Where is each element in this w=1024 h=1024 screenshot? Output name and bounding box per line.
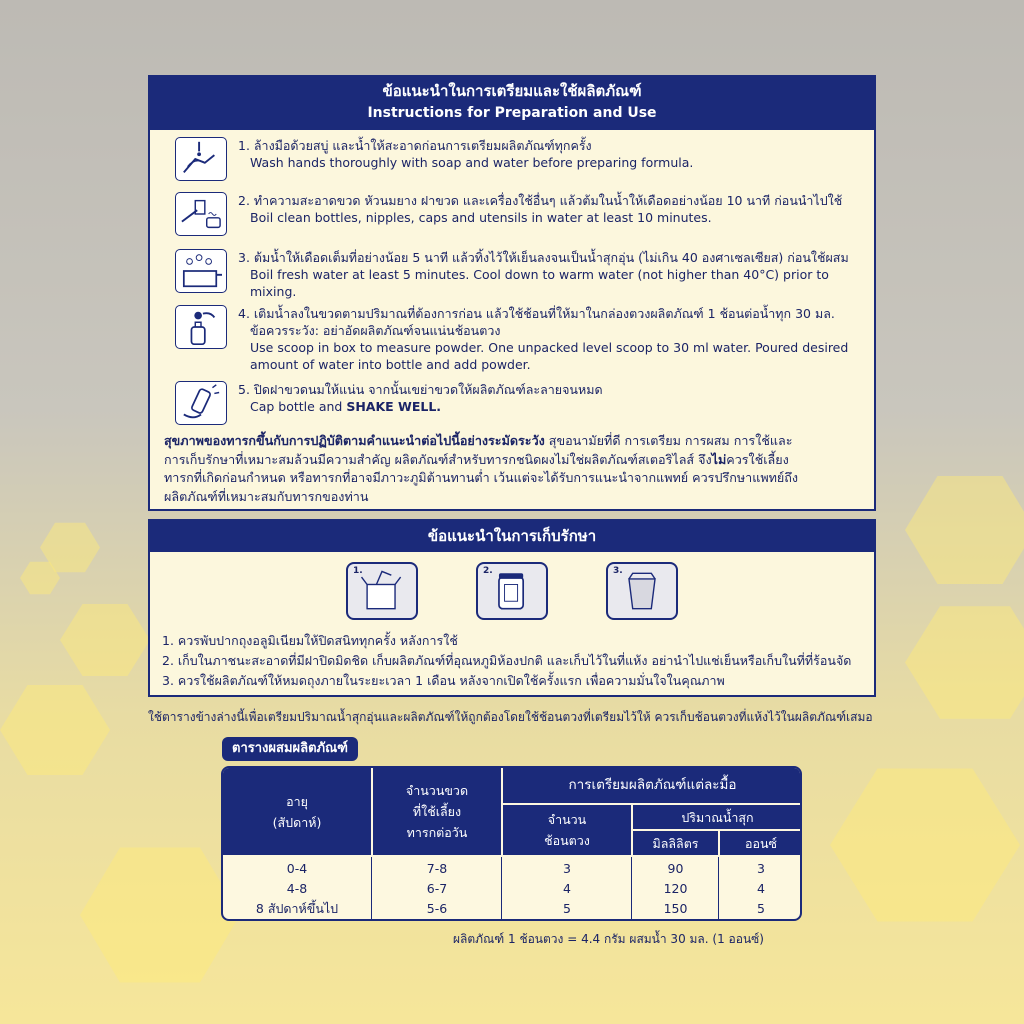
- step-4-caution: ข้อควรระวัง: อย่าอัดผลิตภัณฑ์จนแน่นช้อนตวง: [250, 323, 501, 338]
- cell-feeds: 5-6: [426, 901, 448, 916]
- decor-hexagon: [60, 600, 150, 680]
- mixing-table-tag: ตารางผสมผลิตภัณฑ์: [222, 737, 358, 761]
- step-3: [175, 249, 865, 299]
- step-3-th: 3. ต้มน้ำให้เดือดเต็มที่อย่างน้อย 5 นาที แล้วทิ้งไว้ให้เย็นลงจนเป็นน้ำสุกอุ่น (ไม่เกิน 40 องศาเซลเซียส) ก่อนใช้ผสม: [238, 250, 849, 265]
- header-age-label: อายุ: [286, 793, 308, 809]
- cell-ml: 90: [667, 861, 684, 876]
- warning-line-4: ผลิตภัณฑ์ที่เหมาะสมกับทารกของท่าน: [164, 488, 369, 504]
- scoop-footnote: ผลิตภัณฑ์ 1 ช้อนตวง = 4.4 กรัม ผสมน้ำ 30 มล. (1 ออนซ์): [453, 932, 764, 946]
- cell-scoops: 4: [563, 881, 571, 896]
- step-5-th: 5. ปิดฝาขวดนมให้แน่น จากนั้นเขย่าขวดให้ผลิตภัณฑ์ละลายจนหมด: [238, 382, 603, 397]
- boil-bottle-icon: [175, 192, 227, 236]
- warning-line-2-bold: ไม่: [711, 451, 727, 467]
- warning-line-1: สุขอนามัยที่ดี การเตรียม การผสม การใช้และ: [544, 433, 793, 448]
- step-3-en: Boil fresh water at least 5 minutes. Cool down to warm water (not higher than 40°C) prior to mixing.: [250, 267, 829, 299]
- storage-icon-1-num: 1.: [353, 566, 363, 576]
- header-feeds-2: ที่ใช้เลี้ยง: [412, 804, 462, 819]
- step-2: [175, 192, 865, 238]
- step-5: [175, 381, 865, 427]
- open-box-icon: [346, 562, 418, 620]
- step-1: [175, 137, 865, 183]
- header-oz: ออนซ์: [720, 831, 802, 855]
- cell-feeds: 6-7: [426, 881, 448, 896]
- header-scoops-2: ช้อนตวง: [544, 833, 590, 848]
- step-2-en: Boil clean bottles, nipples, caps and utensils in water at least 10 minutes.: [250, 210, 712, 225]
- step-2-th: 2. ทำความสะอาดขวด หัวนมยาง ฝาขวด และเครื่องใช้อื่นๆ แล้วต้มในน้ำให้เดือดอย่างน้อย 10 นาที ก่อนนำไปใช้: [238, 193, 843, 208]
- decor-hexagon: [80, 840, 240, 990]
- warning-line-2-end: ควรใช้เลี้ยง: [726, 451, 789, 467]
- cell-age: 4-8: [286, 881, 308, 896]
- cell-oz: 3: [757, 861, 765, 876]
- column-divider: [631, 857, 632, 921]
- warning-line-3: ทารกที่เกิดก่อนกำหนด หรือทารกที่อาจมีภาวะภูมิต้านทานต่ำ เว้นแต่จะได้รับการแนะนำจากแพทย์ ควรปรึกษาแพทย์ถึง: [164, 470, 799, 485]
- instructions-header: [150, 77, 874, 130]
- decor-hexagon: [905, 600, 1024, 725]
- header-feeds: [373, 768, 501, 855]
- header-ml: มิลลิลิตร: [633, 831, 718, 855]
- cell-ml: 150: [663, 901, 688, 916]
- cell-feeds: 7-8: [426, 861, 448, 876]
- column-divider: [501, 857, 502, 921]
- warning-line-2: การเก็บรักษาที่เหมาะสมล้วนมีความสำคัญ ผลิตภัณฑ์สำหรับทารกชนิดผงไม่ใช่ผลิตภัณฑ์สเตอริไลส์ จึง: [164, 451, 712, 467]
- header-age: [223, 768, 371, 855]
- step-1-th: 1. ล้างมือด้วยสบู่ และน้ำให้สะอาดก่อนการเตรียมผลิตภัณฑ์ทุกครั้ง: [238, 138, 592, 153]
- cell-ml: 120: [663, 881, 688, 896]
- shake-bottle-icon: [175, 381, 227, 425]
- step-1-en: Wash hands thoroughly with soap and water before preparing formula.: [250, 155, 694, 170]
- instructions-panel: [148, 75, 876, 511]
- step-4-en: Use scoop in box to measure powder. One unpacked level scoop to 30 ml water. Poured desired: [250, 340, 849, 355]
- step-5-en-line: [238, 398, 603, 415]
- column-divider: [371, 857, 372, 921]
- warning-text: [164, 432, 864, 506]
- table-note: ใช้ตารางข้างล่างนี้เพื่อเตรียมปริมาณน้ำสุกอุ่นและผลิตภัณฑ์ให้ถูกต้องโดยใช้ช้อนตวงที่เตรียมไว้ให้ ควรเก็บช้อนตวงที่แห้งไว้ในผลิตภัณฑ์เสมอ: [148, 710, 873, 724]
- decor-hexagon: [830, 760, 1020, 930]
- storage-icon-3-num: 3.: [613, 566, 623, 576]
- cell-scoops: 5: [563, 901, 571, 916]
- storage-list: [162, 631, 851, 691]
- storage-item-2: 2. เก็บในภาชนะสะอาดที่มีฝาปิดมิดชิด เก็บผลิตภัณฑ์ที่อุณหภูมิห้องปกติ และเก็บไว้ในที่แห้ง อย่านำไปแช่เย็นหรือเก็บในที่ที่ร้อนจัด: [162, 653, 852, 668]
- folded-bag-icon: [606, 562, 678, 620]
- sealed-container-icon: [476, 562, 548, 620]
- instructions-title-en: Instructions for Preparation and Use: [367, 105, 657, 121]
- decor-hexagon: [0, 680, 110, 780]
- header-prep: การเตรียมผลิตภัณฑ์แต่ละมื้อ: [503, 768, 802, 803]
- step-4: [175, 305, 865, 375]
- step-5-en: Cap bottle and: [250, 399, 343, 414]
- storage-title: ข้อแนะนำในการเก็บรักษา: [150, 521, 874, 552]
- header-scoops-1: จำนวน: [547, 812, 587, 827]
- warning-bold: สุขภาพของทารกขึ้นกับการปฏิบัติตามคำแนะนำต่อไปนี้อย่างระมัดระวัง: [164, 433, 545, 448]
- cell-age: 0-4: [286, 861, 308, 876]
- step-4-en-2: amount of water into bottle and add powder.: [250, 357, 531, 372]
- column-divider: [718, 857, 719, 921]
- storage-item-1: 1. ควรพับปากถุงอลูมิเนียมให้ปิดสนิททุกครั้ง หลังการใช้: [162, 633, 458, 648]
- storage-panel: [148, 519, 876, 697]
- cell-oz: 5: [757, 901, 765, 916]
- hand-washing-icon: [175, 137, 227, 181]
- step-4-th: 4. เติมน้ำลงในขวดตามปริมาณที่ต้องการก่อน แล้วใช้ช้อนที่ให้มาในกล่องตวงผลิตภัณฑ์ 1 ช้อนต่อน้ำทุก 30 มล.: [238, 306, 835, 321]
- storage-icon-2-num: 2.: [483, 566, 493, 576]
- pour-powder-icon: [175, 305, 227, 349]
- mixing-table: [221, 766, 802, 921]
- cell-oz: 4: [757, 881, 765, 896]
- step-5-en-bold: SHAKE WELL.: [346, 399, 442, 414]
- header-water: ปริมาณน้ำสุก: [633, 805, 802, 829]
- header-scoops: [503, 805, 631, 855]
- decor-hexagon: [905, 470, 1024, 590]
- header-feeds-3: ทารกต่อวัน: [406, 825, 468, 840]
- cell-scoops: 3: [563, 861, 571, 876]
- storage-item-3: 3. ควรใช้ผลิตภัณฑ์ให้หมดถุงภายในระยะเวลา 1 เดือน หลังจากเปิดใช้ครั้งแรก เพื่อความมั่นใจในคุณภาพ: [162, 673, 725, 688]
- instructions-title-th: ข้อแนะนำในการเตรียมและใช้ผลิตภัณฑ์: [382, 82, 642, 100]
- cell-age: 8 สัปดาห์ขึ้นไป: [255, 901, 339, 916]
- header-age-unit: (สัปดาห์): [272, 814, 322, 830]
- header-feeds-1: จำนวนขวด: [405, 783, 469, 798]
- boiling-pot-icon: [175, 249, 227, 293]
